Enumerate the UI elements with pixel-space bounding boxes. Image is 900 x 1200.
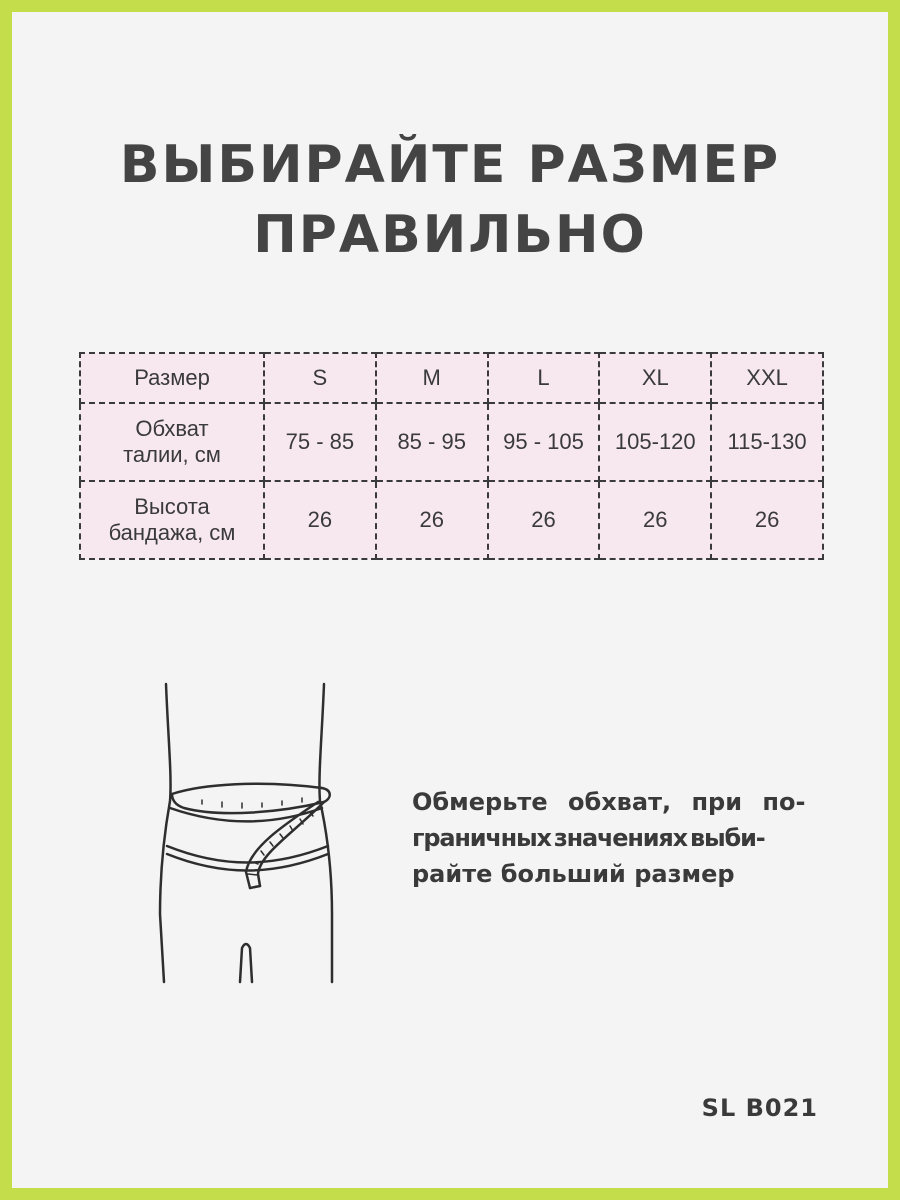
page-frame — [12, 12, 888, 1188]
header-label-cell: Размер — [80, 353, 264, 403]
table-row-waist — [80, 403, 823, 481]
row-label-waist-line-1: Обхват — [135, 416, 209, 441]
title-line-1: ВЫБИРАЙТЕ РАЗМЕР — [119, 135, 781, 195]
measurement-instruction — [412, 784, 820, 892]
row-label-waist — [80, 403, 264, 481]
table-row-height — [80, 481, 823, 559]
size-cell-l: L — [488, 353, 600, 403]
height-value-xxl: 26 — [711, 481, 823, 559]
row-label-height — [80, 481, 264, 559]
waist-value-xxl: 115-130 — [711, 403, 823, 481]
height-value-xl: 26 — [599, 481, 711, 559]
size-cell-s: S — [264, 353, 376, 403]
height-value-l: 26 — [488, 481, 600, 559]
instruction-line-3: райте больший размер — [412, 860, 735, 888]
product-code: SL B021 — [701, 1094, 818, 1122]
size-table — [79, 352, 824, 560]
waist-value-s: 75 - 85 — [264, 403, 376, 481]
waist-measuring-tape-icon — [142, 676, 352, 986]
page-title — [12, 130, 888, 270]
waist-value-m: 85 - 95 — [376, 403, 488, 481]
title-line-2: ПРАВИЛЬНО — [253, 205, 647, 265]
height-value-m: 26 — [376, 481, 488, 559]
instruction-line-2: граничных значениях выби- — [412, 824, 765, 852]
row-label-height-line-2: бандажа, см — [108, 520, 236, 545]
table-header-row — [80, 353, 823, 403]
height-value-s: 26 — [264, 481, 376, 559]
size-cell-xxl: XXL — [711, 353, 823, 403]
waist-value-l: 95 - 105 — [488, 403, 600, 481]
size-cell-xl: XL — [599, 353, 711, 403]
size-cell-m: M — [376, 353, 488, 403]
waist-value-xl: 105-120 — [599, 403, 711, 481]
row-label-height-line-1: Высота — [134, 494, 210, 519]
row-label-waist-line-2: талии, см — [123, 442, 221, 467]
instruction-line-1: Обмерьте обхват, при по- — [412, 788, 806, 816]
